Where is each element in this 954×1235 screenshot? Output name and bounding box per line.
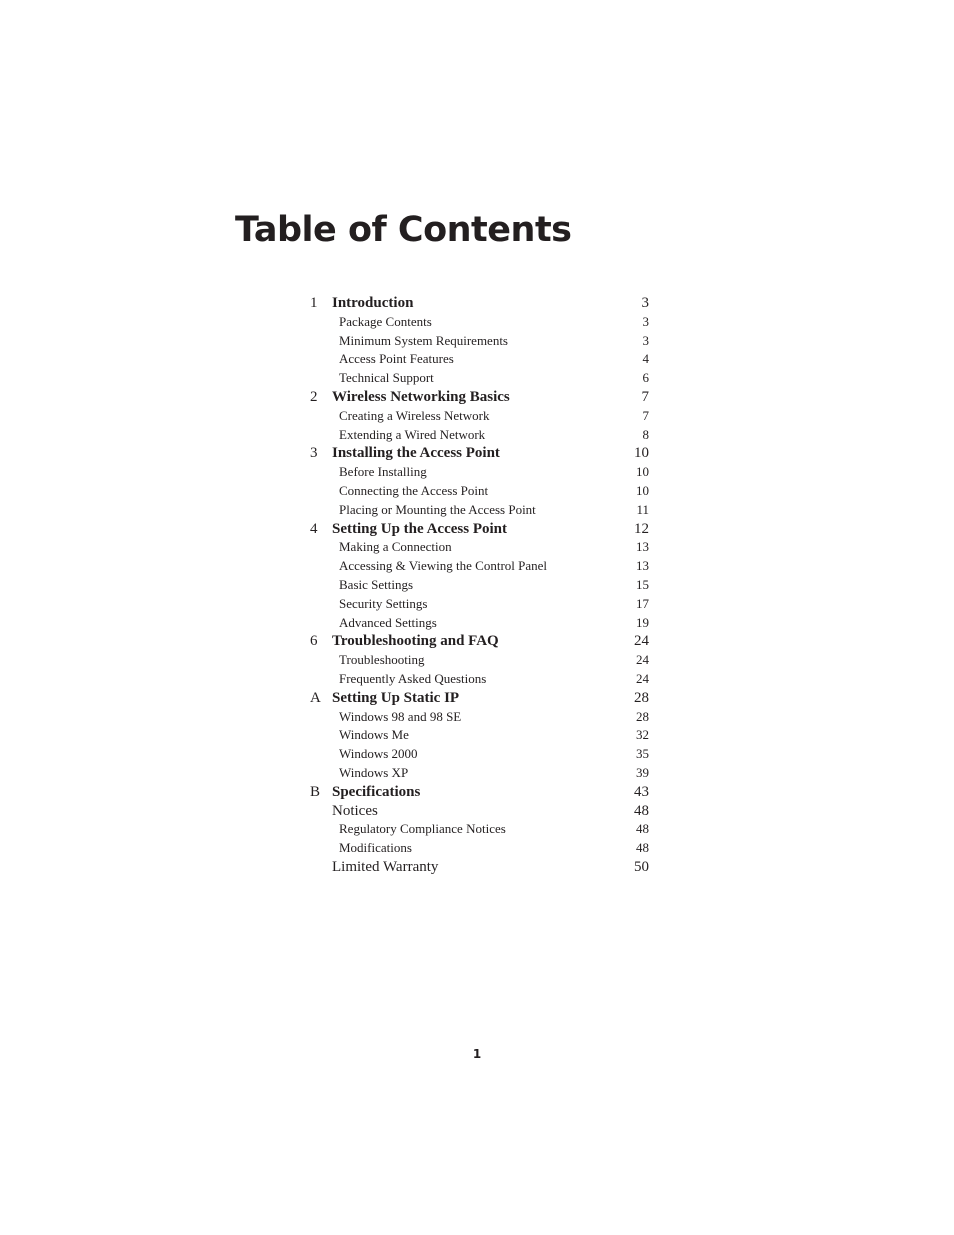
toc-entry-title: Modifications [339,840,412,856]
toc-entry-page: 50 [634,858,649,875]
toc-entry-title: Specifications [332,783,421,800]
toc-entry-title: Minimum System Requirements [339,332,508,348]
toc-section-entry[interactable] [310,407,649,426]
toc-entry-page: 48 [636,840,649,856]
toc-section-entry[interactable] [310,708,649,727]
toc-entry-page: 39 [636,764,649,780]
toc-entry-page: 24 [636,670,649,686]
toc-entry-title: Before Installing [339,464,427,480]
toc-entry-title: Accessing & Viewing the Control Panel [339,558,548,574]
toc-chapter-entry[interactable] [310,783,649,802]
toc-entry-number: 2 [310,388,318,405]
toc-entry-page: 24 [636,652,649,668]
toc-section-entry[interactable] [310,557,649,576]
toc-section-entry[interactable] [310,501,649,520]
toc-entry-page: 3 [642,313,649,329]
toc-chapter-entry[interactable] [310,858,649,877]
toc-entry-page: 10 [634,445,649,462]
toc-entry-title: Windows 98 and 98 SE [339,708,462,724]
toc-entry-page: 17 [636,595,649,611]
toc-entry-title: Installing the Access Point [332,445,500,462]
toc-section-entry[interactable] [310,651,649,670]
toc-entry-title: Troubleshooting [339,652,425,668]
toc-section-entry[interactable] [310,726,649,745]
toc-chapter-entry[interactable] [310,294,649,313]
toc-chapter-entry[interactable] [310,388,649,407]
toc-section-entry[interactable] [310,332,649,351]
toc-section-entry[interactable] [310,595,649,614]
toc-section-entry[interactable] [310,369,649,388]
toc-section-entry[interactable] [310,839,649,858]
toc-entry-page: 48 [634,802,649,819]
toc-entry-title: Regulatory Compliance Notices [339,821,506,837]
page-title: Table of Contents [235,210,572,250]
toc-entry-title: Setting Up Static IP [332,689,460,706]
toc-entry-page: 32 [636,727,649,743]
toc-entry-title: Package Contents [339,313,432,329]
toc-entry-title: Access Point Features [339,351,454,367]
toc-section-entry[interactable] [310,482,649,501]
toc-section-entry[interactable] [310,350,649,369]
toc-entry-page: 28 [636,708,649,724]
toc-entry-page: 4 [642,351,649,367]
toc-entry-title: Connecting the Access Point [339,482,489,498]
toc-entry-page: 10 [636,464,649,480]
toc-entry-title: Windows XP [339,764,409,780]
toc-section-entry[interactable] [310,820,649,839]
toc-entry-page: 15 [636,576,649,592]
toc-entry-page: 13 [636,539,649,555]
toc-entry-title: Introduction [332,295,414,311]
page-number: 1 [472,1047,482,1061]
toc-entry-number: 1 [310,295,318,311]
toc-entry-number: 6 [310,633,318,650]
toc-section-entry[interactable] [310,670,649,689]
toc-entry-title: Limited Warranty [332,858,439,875]
toc-section-entry[interactable] [310,538,649,557]
toc-entry-page: 35 [636,746,649,762]
toc-entry-page: 7 [641,388,649,405]
toc-entry-page: 11 [636,501,649,517]
toc-entry-title: Making a Connection [339,539,452,555]
toc-entry-page: 6 [642,370,649,386]
toc-entry-number: B [310,783,321,800]
toc-entry-page: 13 [636,558,649,574]
toc-section-entry[interactable] [310,745,649,764]
toc-entry-page: 43 [634,783,649,800]
toc-entry-page: 12 [634,520,649,537]
toc-entry-title: Security Settings [339,595,428,611]
toc-entry-number: A [310,689,321,706]
toc-entry-page: 10 [636,482,649,498]
toc-entry-title: Advanced Settings [339,614,437,630]
toc-section-entry[interactable] [310,463,649,482]
toc-chapter-entry[interactable] [310,689,649,708]
toc-entry-title: Wireless Networking Basics [332,388,510,405]
toc-entry-page: 3 [641,295,649,311]
toc-section-entry[interactable] [310,313,649,332]
toc-entry-title: Frequently Asked Questions [339,670,487,686]
toc-chapter-entry[interactable] [310,802,649,821]
toc-entry-page: 24 [634,633,649,650]
toc-chapter-entry[interactable] [310,444,649,463]
toc-entry-title: Troubleshooting and FAQ [332,633,499,650]
toc-section-entry[interactable] [310,426,649,445]
toc-entry-page: 7 [642,407,649,423]
toc-entry-title: Placing or Mounting the Access Point [339,501,536,517]
toc-chapter-entry[interactable] [310,632,649,651]
toc-chapter-entry[interactable] [310,520,649,539]
toc-section-entry[interactable] [310,614,649,633]
toc-entry-title: Setting Up the Access Point [332,520,507,537]
toc-entry-page: 3 [642,332,649,348]
toc-entry-number: 3 [310,445,318,462]
toc-entry-title: Technical Support [339,370,434,386]
toc-entry-page: 48 [636,821,649,837]
toc-section-entry[interactable] [310,576,649,595]
toc-entry-title: Basic Settings [339,576,414,592]
toc-entry-title: Creating a Wireless Network [339,407,490,423]
toc-entry-page: 28 [634,689,649,706]
toc-entry-title: Extending a Wired Network [339,426,486,442]
toc-section-entry[interactable] [310,764,649,783]
table-of-contents [310,294,649,877]
toc-entry-page: 8 [642,426,649,442]
toc-entry-title: Windows 2000 [339,746,418,762]
toc-entry-title: Windows Me [339,727,409,743]
toc-entry-title: Notices [332,802,378,819]
toc-entry-page: 19 [636,614,649,630]
toc-entry-number: 4 [310,520,318,537]
